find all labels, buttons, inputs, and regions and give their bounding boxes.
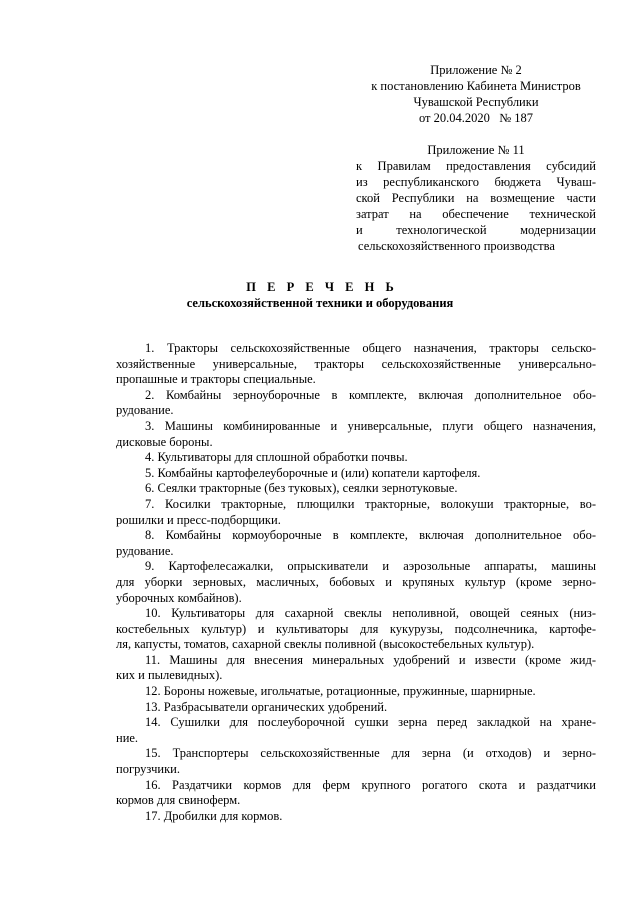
list-item-line: 2. Комбайны зерноуборочные в комплекте, включая дополнительное обо- (145, 387, 596, 402)
list-item-line: 17. Дробилки для кормов. (145, 808, 283, 823)
list-item (116, 700, 596, 716)
list-item-line: пропашные и тракторы специальные. (116, 372, 316, 387)
attachment-11-line: ской Республики на возмещение части (356, 191, 596, 205)
list-item (116, 528, 596, 559)
list-item-line: 8. Комбайны кормоуборочные в комплекте, включая дополнительное обо- (145, 528, 596, 543)
attachment-11-line: затрат на обеспечение технической (356, 207, 596, 221)
list-item (116, 450, 596, 466)
list-item-line: 12. Бороны ножевые, игольчатые, ротационные, пружинные, шарнирные. (145, 684, 536, 699)
list-item (116, 684, 596, 700)
list-item-line: 4. Культиваторы для сплошной обработки почвы. (145, 450, 408, 465)
list-item-line: погрузчики. (116, 762, 180, 777)
list-item-line: ких и пылевидных). (116, 668, 223, 683)
attachment-11-line: из республиканского бюджета Чуваш- (356, 175, 596, 189)
attachment-11-line: и технологической модернизации (356, 223, 596, 237)
title-line-2: сельскохозяйственной техники и оборудования (186, 296, 454, 310)
list-item-line: хозяйственные универсальные, тракторы сельскохозяйственные универсально- (116, 356, 596, 371)
list-item (116, 715, 596, 746)
list-item (116, 653, 596, 684)
attachment-2-line: Чувашской Республики (413, 95, 539, 109)
list-item-line: для уборки зерновых, масличных, бобовых и крупяных культур (кроме зерно- (116, 574, 596, 589)
list-item-line: ние. (116, 730, 139, 745)
list-item (116, 606, 596, 653)
list-item (116, 481, 596, 497)
list-item-line: рошилки и пресс-подборщики. (116, 512, 281, 527)
list-item-line: 3. Машины комбинированные и универсальные, плуги общего назначения, (145, 418, 596, 433)
list-item (116, 809, 596, 825)
equipment-list (116, 341, 596, 824)
list-item-line: ля, капусты, томатов, сахарной свеклы поливной (высокостебельных культур). (116, 637, 535, 652)
attachment-11-block (356, 142, 596, 254)
list-item-line: кормов для свиноферм. (116, 793, 241, 808)
list-item (116, 419, 596, 450)
list-item-line: 5. Комбайны картофелеуборочные и (или) копатели картофеля. (145, 465, 481, 480)
list-item-line: 14. Сушилки для послеуборочной сушки зерна перед закладкой на хране- (145, 715, 596, 730)
list-item (116, 497, 596, 528)
attachment-2-line: от 20.04.2020 № 187 (418, 111, 534, 125)
list-item-line: костебельных культур) и культиваторы для кукурузы, подсолнечника, картофе- (116, 621, 596, 636)
list-item (116, 341, 596, 388)
list-item (116, 746, 596, 777)
list-item-line: рудование. (116, 543, 174, 558)
list-item-line: 10. Культиваторы для сахарной свеклы неполивной, овощей сеяных (низ- (145, 606, 596, 621)
list-item-line: рудование. (116, 403, 174, 418)
list-item (116, 466, 596, 482)
attachment-11-line: сельскохозяйственного производства (358, 239, 555, 253)
list-item-line: уборочных комбайнов). (116, 590, 242, 605)
attachment-11-header: Приложение № 11 (427, 143, 525, 157)
list-item-line: дисковые бороны. (116, 434, 213, 449)
list-item (116, 559, 596, 606)
list-item-line: 13. Разбрасыватели органических удобрений. (145, 699, 388, 714)
title-line-1: П Е Р Е Ч Е Н Ь (246, 280, 398, 294)
attachment-2-line: к постановлению Кабинета Министров (371, 79, 581, 93)
list-item-line: 6. Сеялки тракторные (без туковых), сеялки зернотуковые. (145, 481, 458, 496)
attachment-2-block (356, 62, 596, 126)
list-item (116, 388, 596, 419)
attachment-11-line: к Правилам предоставления субсидий (356, 159, 596, 173)
list-item-line: 16. Раздатчики кормов для ферм крупного рогатого скота и раздатчики (145, 777, 596, 792)
list-item-line: 1. Тракторы сельскохозяйственные общего назначения, тракторы сельско- (145, 341, 596, 355)
list-item-line: 9. Картофелесажалки, опрыскиватели и аэрозольные аппараты, машины (145, 559, 596, 574)
list-item-line: 11. Машины для внесения минеральных удобрений и извести (кроме жид- (145, 652, 596, 667)
attachment-2-line: Приложение № 2 (430, 63, 522, 77)
list-item-line: 15. Транспортеры сельскохозяйственные для зерна (и отходов) и зерно- (145, 746, 596, 761)
list-item (116, 778, 596, 809)
document-title (0, 279, 640, 311)
list-item-line: 7. Косилки тракторные, плющилки тракторные, волокуши тракторные, во- (145, 496, 596, 511)
